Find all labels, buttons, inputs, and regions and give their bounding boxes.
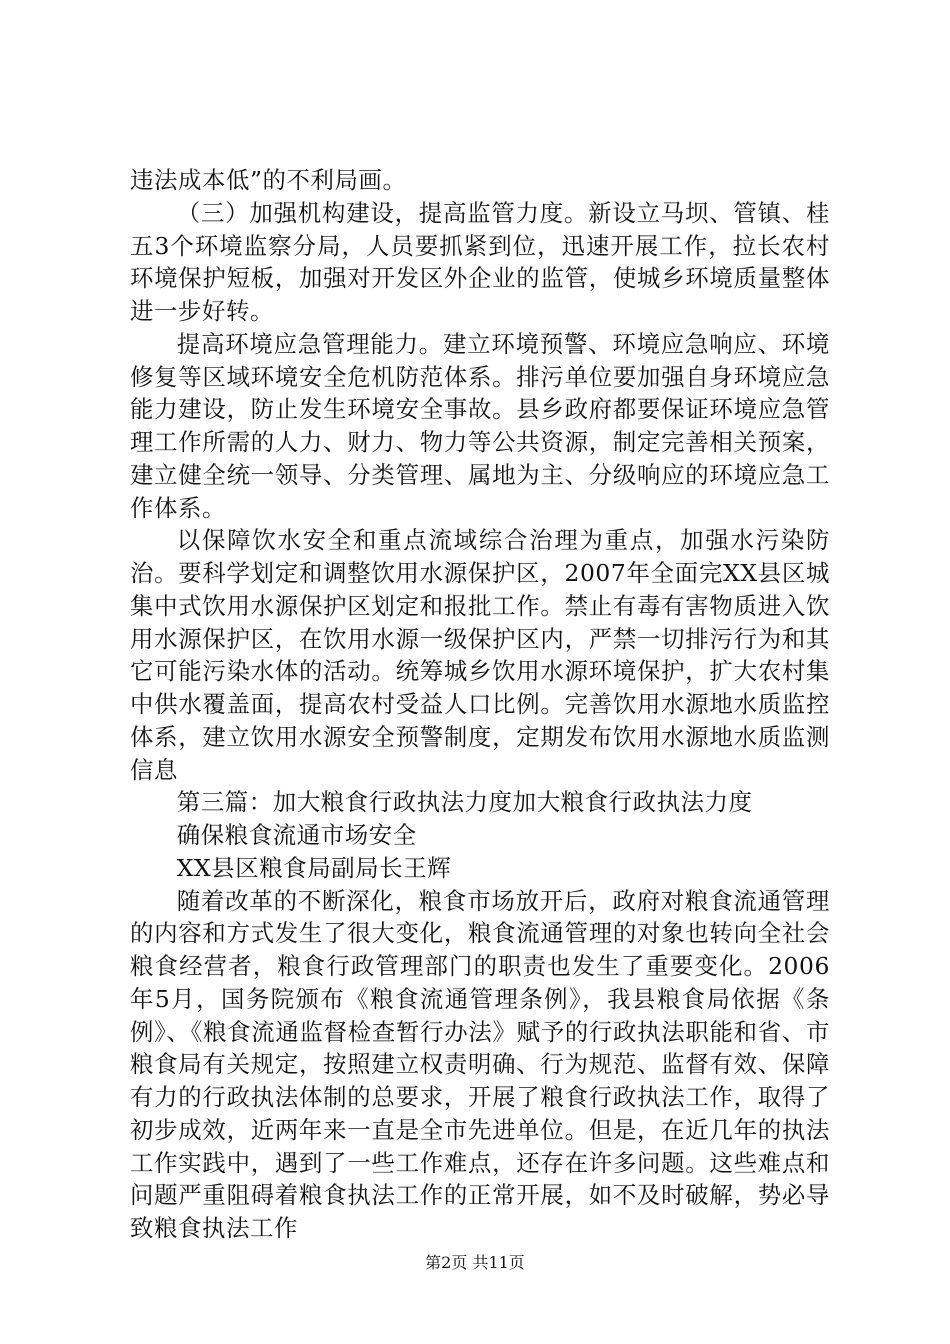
section-title: 第三篇：加大粮食行政执法力度加大粮食行政执法力度: [176, 788, 753, 817]
paragraph-grain-enforcement: 随着改革的不断深化，粮食市场放开后，政府对粮食流通管理的内容和方式发生了很大变化，粮食流通管理的对象也转向全社会粮食经营者，粮食行政管理部门的职责也发生了重要变化。2006年5月，国务院颁布《粮食流通管理条例》，我县粮食局依据《条例》、《粮食流通监督检查暂行办法》赋予的行政执法职能和省、市粮食局有关规定，按照建立权责明确、行为规范、监督有效、保障有力的行政执法体制的总要求，开展了粮食行政执法工作，取得了初步成效，近两年来一直是全市先进单位。但是，在近几年的执法工作实践中，遇到了一些工作难点，还存在许多问题。这些难点和问题严重阻碍着粮食执法工作的正常开展，如不及时破解，势必导致粮食执法工作: [130, 886, 830, 1242]
paragraph-continuation: 违法成本低”的不利局画。: [130, 166, 407, 194]
paragraph-water-pollution: 以保障饮水安全和重点流域综合治理为重点，加强水污染防治。要科学划定和调整饮用水源保护区，2007年全面完XX县区城集中式饮用水源保护区划定和报批工作。禁止有毒有害物质进入饮用水源保护区，在饮用水源一级保护区内，严禁一切排污行为和其它可能污染水体的活动。统筹城乡饮用水源环境保护，扩大农村集中供水覆盖面，提高农村受益人口比例。完善饮用水源地水质监控体系，建立饮用水源安全预警制度，定期发布饮用水源地水质监测信息: [130, 526, 830, 784]
paragraph-institution-building: （三）加强机构建设，提高监管力度。新设立马坝、管镇、桂五3个环境监察分局，人员要抓紧到位，迅速开展工作，拉长农村环境保护短板，加强对开发区外企业的监管，使城乡环境质量整体进一步好转。: [130, 198, 830, 325]
section-subtitle: 确保粮食流通市场安全: [176, 821, 417, 849]
page-number-footer: 第2页 共11页: [425, 1253, 525, 1272]
paragraph-emergency-management: 提高环境应急管理能力。建立环境预警、环境应急响应、环境修复等区域环境安全危机防范体系。排污单位要加强自身环境应急能力建设，防止发生环境安全事故。县乡政府都要保证环境应急管理工作所需的人力、财力、物力等公共资源，制定完善相关预案，建立健全统一领导、分类管理、属地为主、分级响应的环境应急工作体系。: [130, 329, 830, 522]
document-body: [130, 164, 830, 1245]
section-author: XX县区粮食局副局长王辉: [176, 853, 452, 882]
